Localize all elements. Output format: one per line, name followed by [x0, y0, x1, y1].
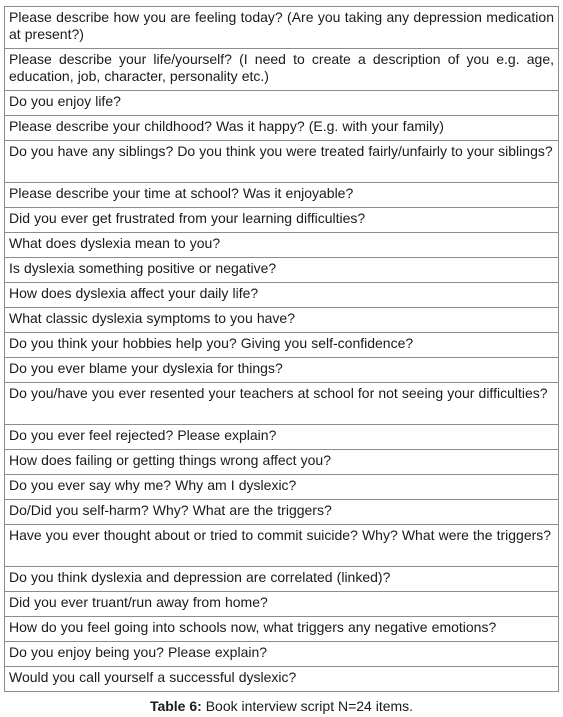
table-row	[5, 383, 559, 425]
table-row	[5, 49, 559, 91]
question-cell: Please describe your life/yourself? (I need to create a description of you e.g. age, education, job, character, personality etc.)	[5, 49, 559, 91]
caption-label: Table 6:	[149, 698, 202, 714]
table-row	[5, 475, 559, 500]
table-row	[5, 333, 559, 358]
table-row	[5, 308, 559, 333]
question-cell: How does dyslexia affect your daily life?	[5, 283, 559, 308]
question-cell: How do you feel going into schools now, what triggers any negative emotions?	[5, 617, 559, 642]
question-cell: How does failing or getting things wrong affect you?	[5, 450, 559, 475]
question-cell: Please describe your time at school? Was it enjoyable?	[5, 183, 559, 208]
caption-text: Book interview script N=24 items.	[201, 698, 414, 714]
question-cell: Do you have any siblings? Do you think you were treated fairly/unfairly to your siblings?	[5, 141, 559, 183]
table-row	[5, 500, 559, 525]
table-row	[5, 7, 559, 49]
question-cell: Did you ever truant/run away from home?	[5, 592, 559, 617]
question-cell: Do you think dyslexia and depression are correlated (linked)?	[5, 567, 559, 592]
table-row	[5, 183, 559, 208]
question-cell: Do you enjoy being you? Please explain?	[5, 642, 559, 667]
table-row	[5, 233, 559, 258]
table-row	[5, 358, 559, 383]
question-cell: What classic dyslexia symptoms to you have?	[5, 308, 559, 333]
question-cell: Do you think your hobbies help you? Giving you self-confidence?	[5, 333, 559, 358]
table-row	[5, 283, 559, 308]
question-cell: Do you/have you ever resented your teachers at school for not seeing your difficulties?	[5, 383, 559, 425]
table-row	[5, 642, 559, 667]
question-cell: Is dyslexia something positive or negative?	[5, 258, 559, 283]
table-row	[5, 116, 559, 141]
interview-script-table	[4, 6, 559, 692]
question-cell: Do you ever feel rejected? Please explain?	[5, 425, 559, 450]
table-row	[5, 592, 559, 617]
question-cell: Please describe your childhood? Was it happy? (E.g. with your family)	[5, 116, 559, 141]
table-row	[5, 525, 559, 567]
question-cell: What does dyslexia mean to you?	[5, 233, 559, 258]
question-cell: Do you ever say why me? Why am I dyslexic?	[5, 475, 559, 500]
question-cell: Did you ever get frustrated from your learning difficulties?	[5, 208, 559, 233]
question-cell: Do you enjoy life?	[5, 91, 559, 116]
table-row	[5, 91, 559, 116]
table-row	[5, 667, 559, 692]
question-cell: Have you ever thought about or tried to commit suicide? Why? What were the triggers?	[5, 525, 559, 567]
question-cell: Do you ever blame your dyslexia for things?	[5, 358, 559, 383]
table-row	[5, 450, 559, 475]
question-cell: Please describe how you are feeling today? (Are you taking any depression medication at present?)	[5, 7, 559, 49]
table-row	[5, 567, 559, 592]
question-cell: Do/Did you self-harm? Why? What are the triggers?	[5, 500, 559, 525]
table-row	[5, 617, 559, 642]
table-row	[5, 208, 559, 233]
table-row	[5, 141, 559, 183]
table-row	[5, 425, 559, 450]
question-cell: Would you call yourself a successful dyslexic?	[5, 667, 559, 692]
table-row	[5, 258, 559, 283]
table-caption	[0, 698, 563, 714]
